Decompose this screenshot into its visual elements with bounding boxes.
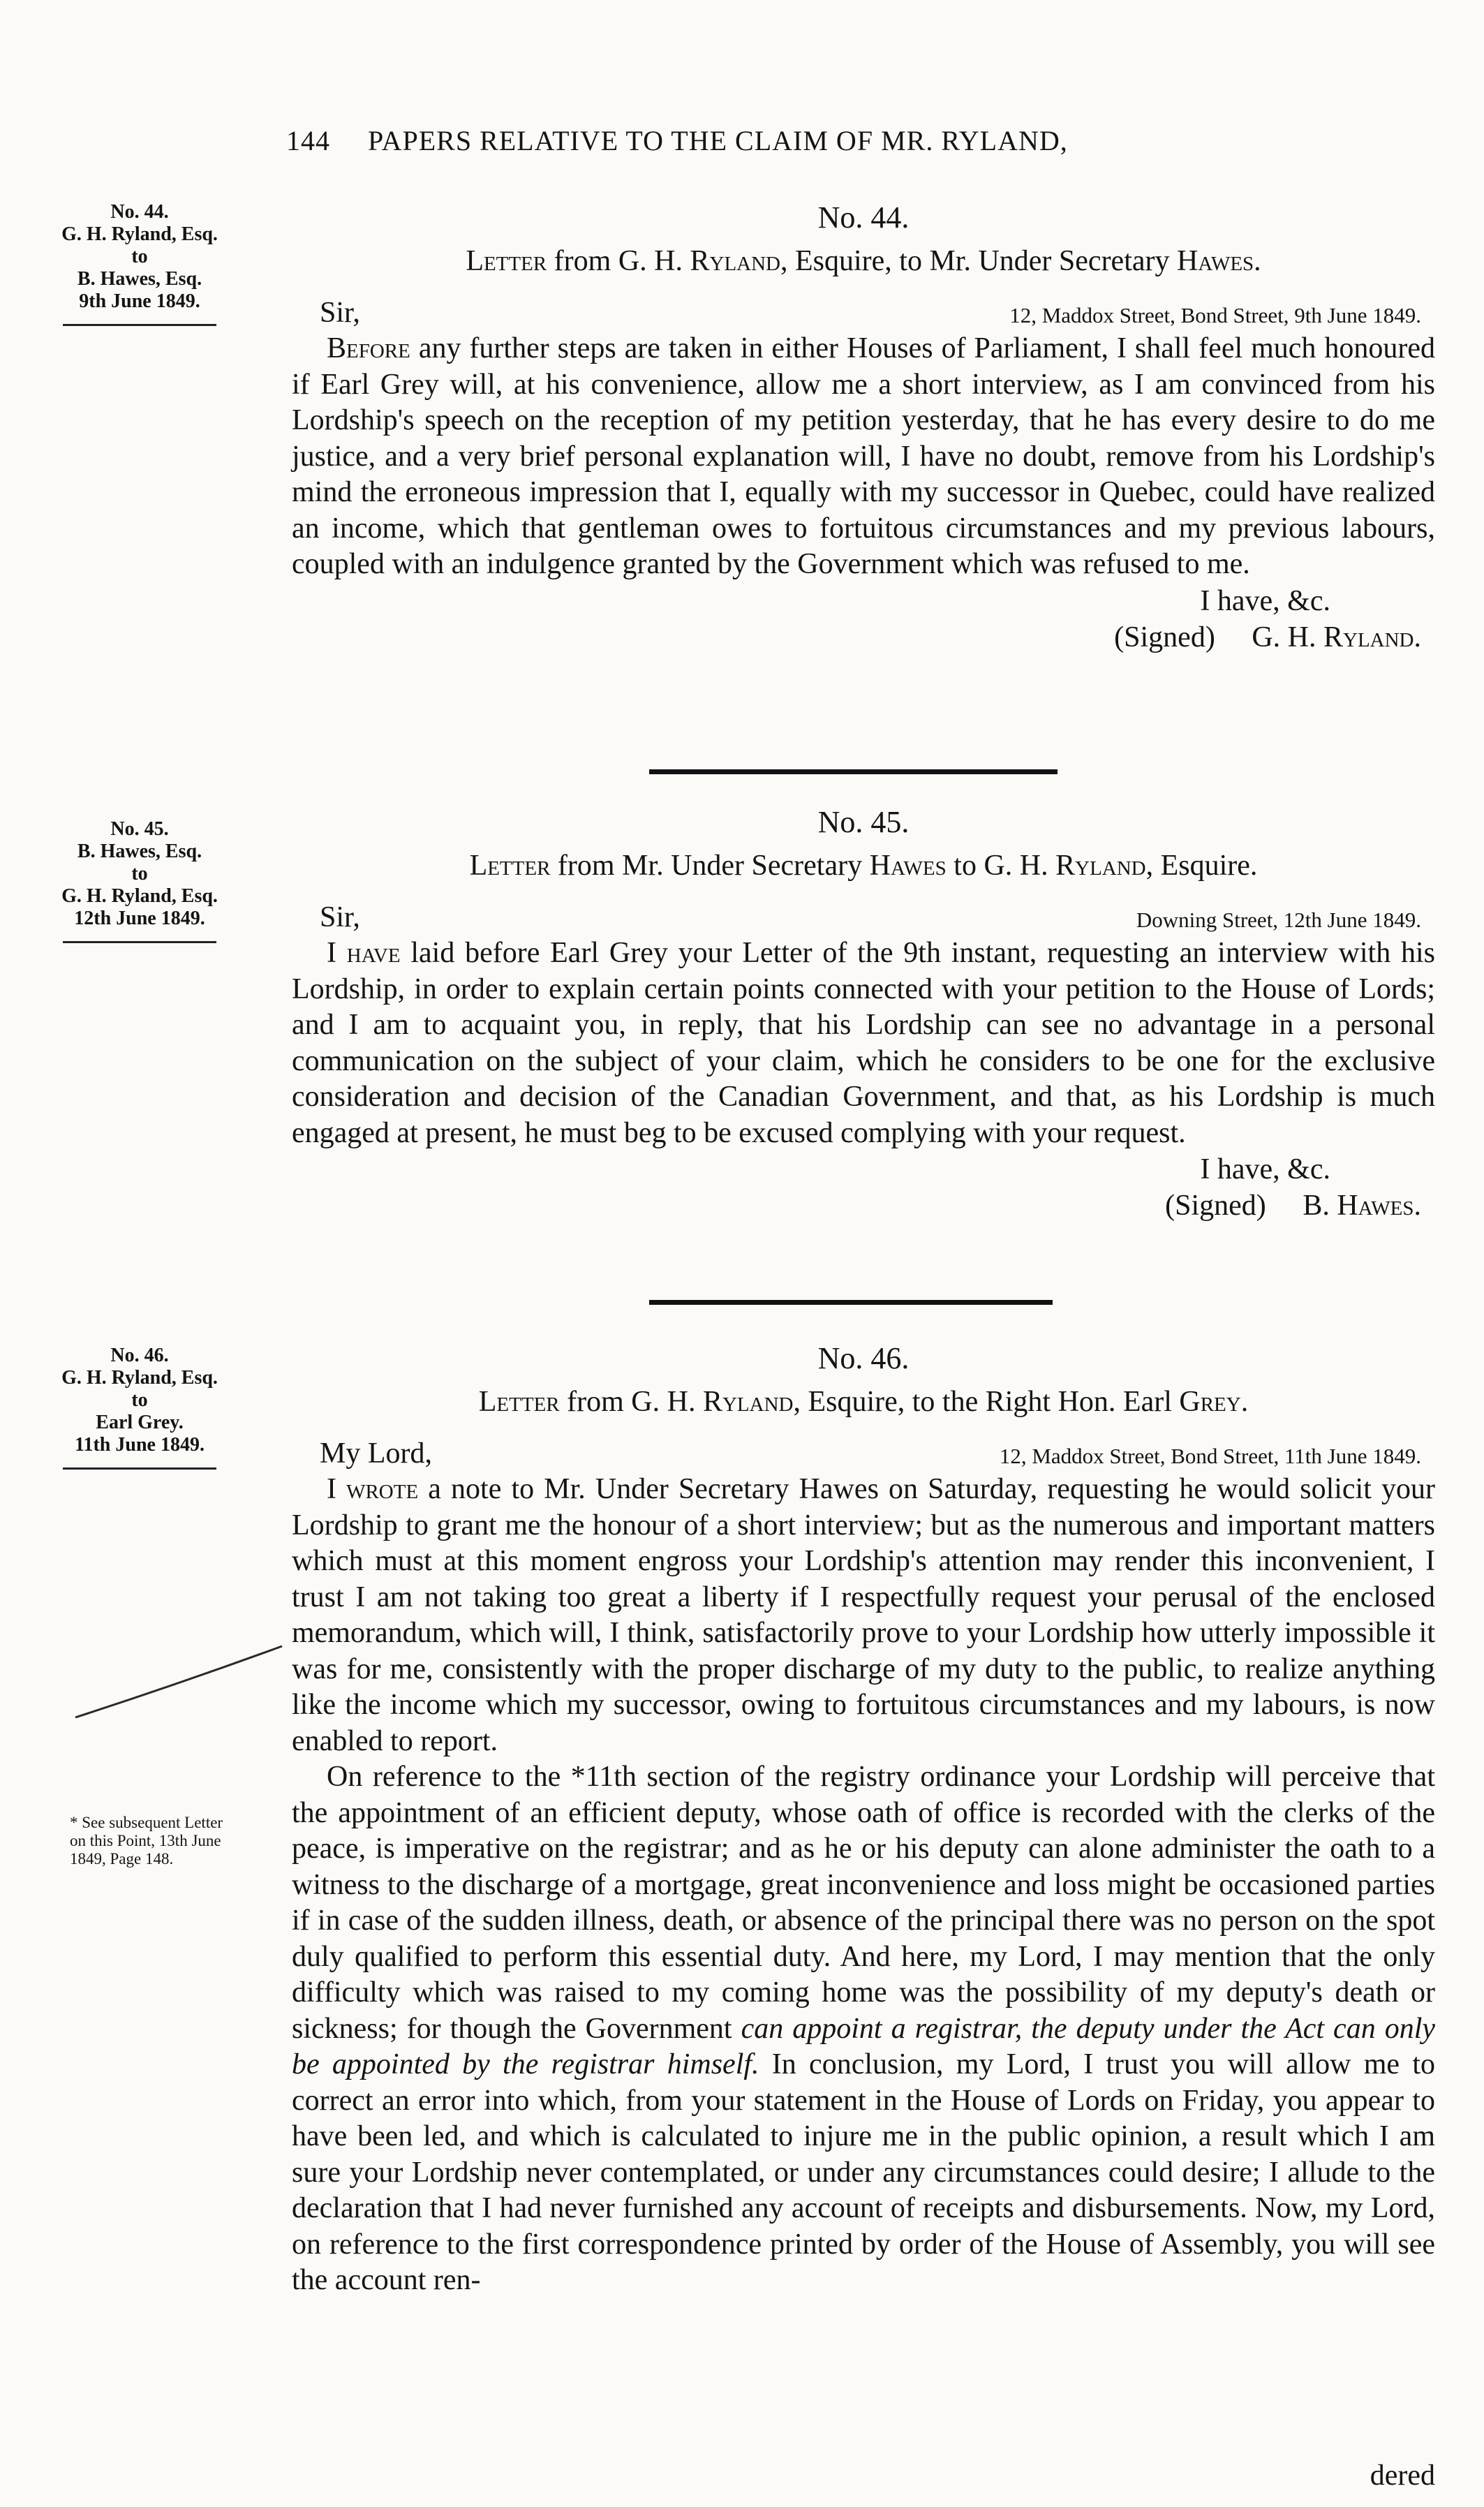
- margin-rule: [63, 324, 216, 326]
- letter-45: [292, 804, 1435, 1224]
- letter-address: 12, Maddox Street, Bond Street, 11th June 1849.: [999, 1444, 1421, 1468]
- signature-line: (Signed) B. Hawes.: [1165, 1190, 1421, 1222]
- letter-body: I wrote a note to Mr. Under Secretary Hawes on Saturday, requesting he would solicit your Lordship to grant me the honour of a short interview; but as the numerous and important matters which must at this moment engross your Lordship's attention may render this inconvenient, I trust I am not taking too great a liberty if I respectfully request your perusal of the enclosed memorandum, which will, I think, satisfactorily prove to your Lordship how utterly impossible it was for me, consistently with the proper discharge of my duty to the public, to realize anything like the income which my successor, owing to fortuitous circumstances and my labours, is now enabled to report.: [292, 1473, 1435, 1757]
- page-title: PAPERS RELATIVE TO THE CLAIM OF MR. RYLAND,: [368, 125, 1068, 156]
- letter-44: [292, 200, 1435, 656]
- margin-number: No. 44.: [110, 201, 169, 223]
- ink-stroke-mark: [74, 1642, 283, 1726]
- letter-closing: [292, 1151, 1435, 1224]
- section-divider: [649, 1300, 1053, 1305]
- margin-rule: [63, 1467, 216, 1470]
- letter-address: Downing Street, 12th June 1849.: [1136, 908, 1421, 932]
- page-number: 144: [286, 125, 330, 156]
- margin-number: No. 46.: [110, 1345, 169, 1366]
- catchword: dered: [1370, 2460, 1435, 2492]
- margin-number: No. 45.: [110, 818, 169, 840]
- margin-from: B. Hawes, Esq.: [77, 841, 202, 862]
- margin-from: G. H. Ryland, Esq.: [61, 223, 218, 245]
- letter-title: Letter from Mr. Under Secretary Hawes to G. H. Ryland, Esquire.: [469, 850, 1258, 882]
- letter-body: I have laid before Earl Grey your Letter of the 9th instant, requesting an interview with his Lordship, in order to explain certain points connected with your petition to the House of Lords; and I am to acquaint you, in reply, that his Lordship can see no advantage in a personal communication on the subject of your claim, which he considers to be one for the exclusive consideration and decision of the Canadian Government, and that, as his Lordship is much engaged at present, he must beg to be excused complying with your request.: [292, 937, 1435, 1149]
- letter-title: Letter from G. H. Ryland, Esquire, to the Right Hon. Earl Grey.: [478, 1386, 1249, 1418]
- running-header: [286, 124, 1333, 157]
- closing-line: I have, &c.: [1200, 1153, 1330, 1185]
- margin-note-46: [28, 1345, 251, 1470]
- margin-recipient: G. H. Ryland, Esq.: [61, 885, 218, 907]
- letter-number: No. 45.: [817, 805, 910, 839]
- margin-date: 9th June 1849.: [79, 290, 200, 312]
- letter-body-paragraph-2: On reference to the *11th section of the registry ordinance your Lordship will perceive that the appointment of an efficient deputy, whose oath of office is recorded with the clerks of the peace, is imperative on the registrar; and as he or his deputy can alone administer the oath to a witness to the discharge of a mortgage, great inconvenience and loss might be occasioned parties if in case of the sudden illness, death, or absence of the principal there was no person on the spot duly qualified to perform this essential duty. And here, my Lord, I may mention that the only difficulty which was raised to my coming home was the possibility of my deputy's death or sickness; for though the Government can appoint a registrar, the deputy under the Act can only be appointed by the registrar himself. In conclusion, my Lord, I trust you will allow me to correct an error into which, from your statement in the House of Lords on Friday, you appear to have been led, and which is calculated to injure me in the public opinion, a result which I am sure your Lordship never contemplated, or under any circumstances could desire; I allude to the declaration that I had never furnished any account of receipts and disbursements. Now, my Lord, on reference to the first correspondence printed by order of the House of Assembly, you will see the account ren-: [292, 1761, 1436, 2296]
- salutation: Sir,: [320, 297, 360, 329]
- margin-note-45: [28, 818, 251, 943]
- margin-to: to: [131, 1389, 148, 1411]
- letter-body: Before any further steps are taken in either Houses of Parliament, I shall feel much honoured if Earl Grey will, at his convenience, allow me a short interview, as I am convinced from his Lordship's speech on the reception of my petition yesterday, that he has every desire to do me justice, and a very brief personal explanation will, I have no doubt, remove from his Lordship's mind the erroneous impression that I, equally with my successor in Quebec, could have realized an income, which that gentleman owes to fortuitous circumstances and my previous labours, coupled with an indulgence granted by the Government which was refused to me.: [292, 332, 1435, 580]
- signature-line: (Signed) G. H. Ryland.: [1114, 621, 1421, 653]
- margin-recipient: B. Hawes, Esq.: [77, 268, 202, 290]
- margin-to: to: [131, 246, 148, 267]
- margin-from: G. H. Ryland, Esq.: [61, 1367, 218, 1389]
- margin-date: 11th June 1849.: [75, 1434, 205, 1456]
- margin-note-44: [28, 201, 251, 326]
- letter-number: No. 44.: [817, 200, 910, 235]
- margin-rule: [63, 941, 216, 943]
- margin-date: 12th June 1849.: [74, 908, 205, 929]
- margin-recipient: Earl Grey.: [96, 1412, 184, 1433]
- footnote: * See subsequent Letter on this Point, 13th June 1849, Page 148.: [70, 1814, 223, 1868]
- margin-to: to: [131, 863, 148, 885]
- salutation: Sir,: [320, 901, 360, 933]
- letter-title: Letter from G. H. Ryland, Esquire, to Mr. Under Secretary Hawes.: [466, 245, 1261, 277]
- letter-46: [292, 1340, 1435, 2299]
- salutation: My Lord,: [320, 1437, 432, 1470]
- closing-line: I have, &c.: [1200, 584, 1330, 617]
- letter-address: 12, Maddox Street, Bond Street, 9th June 1849.: [1009, 303, 1421, 327]
- section-divider: [649, 769, 1058, 774]
- letter-number: No. 46.: [817, 1341, 910, 1375]
- letter-closing: [292, 583, 1435, 656]
